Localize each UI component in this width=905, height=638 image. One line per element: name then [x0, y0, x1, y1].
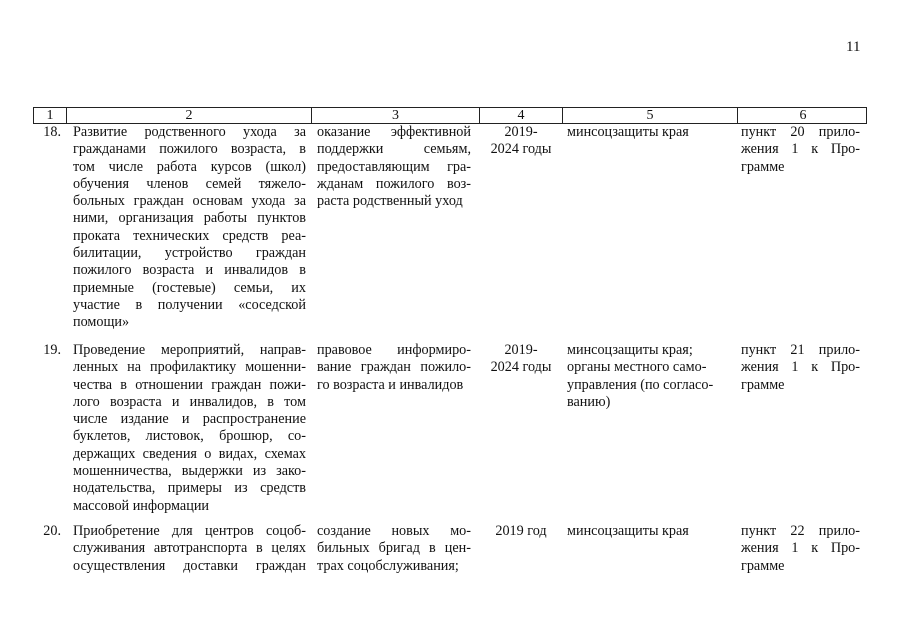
measure-cell-line: обучения членов семей тяжело-: [73, 175, 306, 192]
executor-cell-line: минсоцзащиты края: [567, 523, 689, 539]
measure-cell-line: Проведение мероприятий, направ-: [73, 342, 306, 358]
result-cell-line: вание граждан пожило-: [317, 359, 471, 376]
result-cell-line: жданам пожилого воз-: [317, 175, 471, 192]
measure-cell-line: мошенничества, выдержки из зако-: [73, 463, 306, 480]
measure-cell: [73, 523, 306, 575]
header-col-4: 4: [480, 108, 563, 123]
reference-cell-line: пункт 21 прило-: [741, 342, 860, 358]
executor-cell-line: управления (по согласо-: [567, 376, 714, 393]
measure-cell-line: буклетов, листовок, брошюр, со-: [73, 428, 306, 445]
period-cell: [482, 523, 560, 540]
header-col-2: 2: [67, 108, 312, 123]
measure-cell-line: Приобретение для центров соцоб-: [73, 523, 306, 539]
measure-cell-line: помощи»: [73, 314, 130, 331]
executor-cell-line: минсоцзащиты края: [567, 124, 689, 140]
executor-cell-line: ванию): [567, 393, 611, 410]
result-cell: [317, 342, 471, 394]
executor-cell-line: органы местного само-: [567, 359, 707, 376]
result-cell: [317, 124, 471, 210]
reference-cell-line: пункт 22 прило-: [741, 523, 860, 539]
result-cell-line: правовое информиро-: [317, 342, 471, 358]
row-number: [33, 523, 61, 540]
reference-cell-line: грамме: [741, 376, 785, 393]
reference-cell-line: грамме: [741, 158, 785, 175]
measure-cell-line: лого возраста и инвалидов, в том: [73, 393, 306, 410]
period-cell-line: 2024 годы: [490, 141, 552, 158]
measure-cell-line: служивания автотранспорта в целях: [73, 540, 306, 557]
reference-cell-line: жения 1 к Про-: [741, 540, 860, 557]
reference-cell-line: жения 1 к Про-: [741, 359, 860, 376]
reference-cell: [741, 124, 860, 176]
row-number-line: 18.: [43, 124, 61, 140]
result-cell-line: бильных бригад в цен-: [317, 540, 471, 557]
result-cell-line: трах соцобслуживания;: [317, 557, 459, 574]
measure-cell-line: проката технических средств реа-: [73, 227, 306, 244]
measure-cell-line: ленных на профилактику мошенни-: [73, 359, 306, 376]
period-cell-line: 2019-: [504, 342, 538, 358]
measure-cell-line: приемные (гостевые) семьи, их: [73, 279, 306, 296]
measure-cell-line: участие в получении «соседской: [73, 296, 306, 313]
header-col-5: 5: [563, 108, 738, 123]
measure-cell-line: нодательства, примеры из средств: [73, 480, 306, 497]
measure-cell: [73, 124, 306, 332]
result-cell: [317, 523, 471, 575]
period-cell: [482, 342, 560, 377]
row-number-line: 19.: [43, 342, 61, 358]
measure-cell-line: том числе работа курсов (школ): [73, 158, 306, 175]
page-number: 11: [846, 39, 861, 55]
result-cell-line: создание новых мо-: [317, 523, 471, 539]
row-number-line: 20.: [43, 523, 61, 539]
reference-cell: [741, 342, 860, 394]
period-cell-line: 2019 год: [495, 523, 547, 539]
measure-cell-line: пожилого возраста и инвалидов в: [73, 262, 306, 279]
row-number: [33, 342, 61, 359]
measure-cell-line: больных граждан основам ухода за: [73, 193, 306, 210]
period-cell-line: 2024 годы: [490, 359, 552, 376]
header-col-1: 1: [34, 108, 67, 123]
measure-cell: [73, 342, 306, 515]
period-cell: [482, 124, 560, 159]
result-cell-line: предоставляющим гра-: [317, 158, 471, 175]
measure-cell-line: билитации, устройство граждан: [73, 245, 306, 262]
period-cell-line: 2019-: [504, 124, 538, 140]
result-cell-line: го возраста и инвалидов: [317, 376, 464, 393]
executor-cell-line: минсоцзащиты края;: [567, 342, 693, 358]
measure-cell-line: массовой информации: [73, 497, 210, 514]
reference-cell-line: грамме: [741, 557, 785, 574]
header-col-3: 3: [312, 108, 480, 123]
result-cell-line: оказание эффективной: [317, 124, 471, 140]
measure-cell-line: ними, организация работы пунктов: [73, 210, 306, 227]
table-header-row: [33, 107, 867, 124]
executor-cell: [567, 523, 731, 540]
reference-cell: [741, 523, 860, 575]
measure-cell-line: числе издание и распространение: [73, 411, 306, 428]
measure-cell-line: Развитие родственного ухода за: [73, 124, 306, 140]
row-number: [33, 124, 61, 141]
header-col-6: 6: [799, 108, 807, 123]
executor-cell: [567, 124, 731, 141]
reference-cell-line: пункт 20 прило-: [741, 124, 860, 140]
measure-cell-line: держащих сведения о видах, схемах: [73, 445, 306, 462]
result-cell-line: раста родственный уход: [317, 193, 463, 210]
measure-cell-line: гражданами пожилого возраста, в: [73, 141, 306, 158]
reference-cell-line: жения 1 к Про-: [741, 141, 860, 158]
measure-cell-line: чества в отношении граждан пожи-: [73, 376, 306, 393]
result-cell-line: поддержки семьям,: [317, 141, 471, 158]
measure-cell-line: осуществления доставки граждан: [73, 557, 306, 574]
executor-cell: [567, 342, 731, 411]
